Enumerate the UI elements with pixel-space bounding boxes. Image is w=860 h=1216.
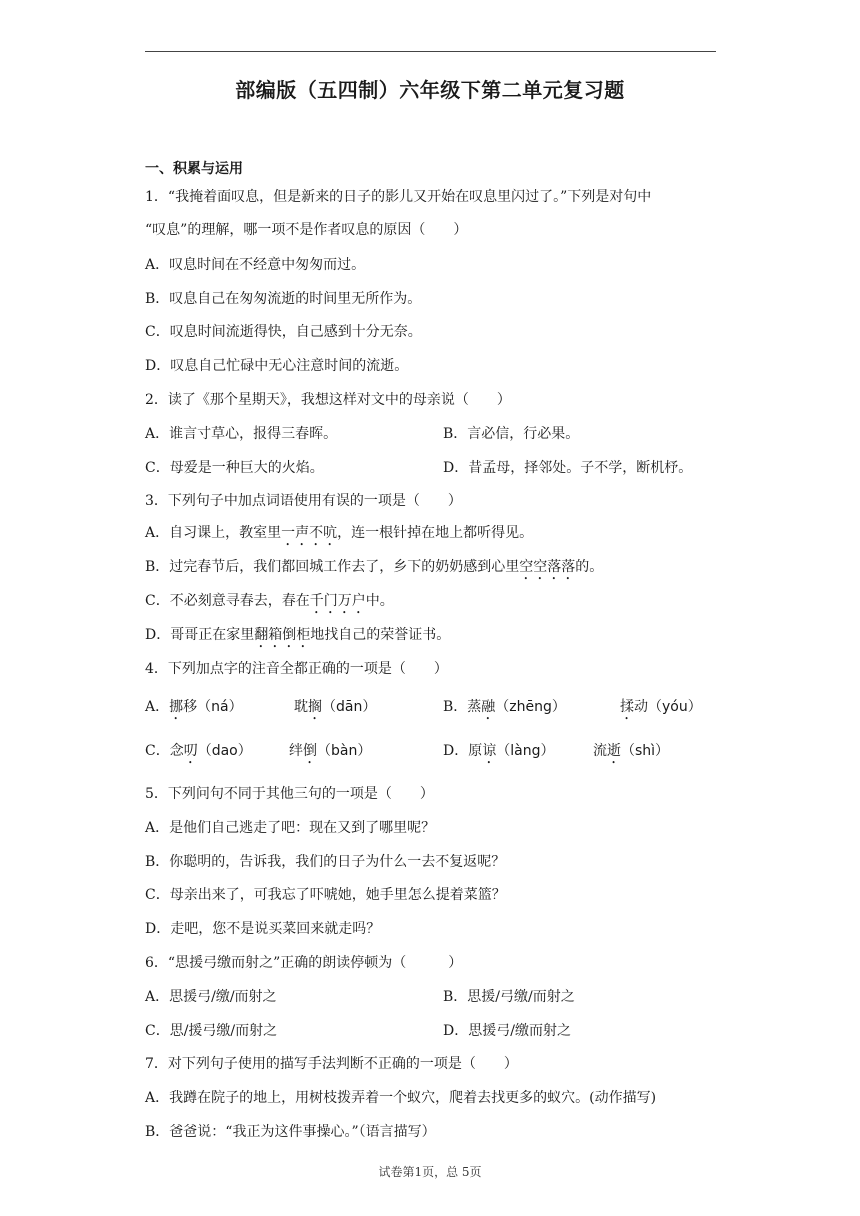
q3-option-d: D．哥哥正在家里翻箱倒柜地找自己的荣誉证书。 <box>145 627 451 643</box>
q1-stem-line1: 1．“我掩着面叹息，但是新来的日子的影儿又开始在叹息里闪过了。”下列是对句中 <box>145 189 652 205</box>
q5-stem: 5．下列问句不同于其他三句的一项是（ ） <box>145 786 434 802</box>
q4-option-a2: 耽搁（dān） <box>294 699 377 715</box>
q4-option-b2: 揉动（yóu） <box>620 699 702 715</box>
header-rule <box>145 51 716 52</box>
q3-option-a: A．自习课上，教室里一声不吭，连一根针掉在地上都听得见。 <box>145 525 534 541</box>
q5-option-c: C．母亲出来了，可我忘了吓唬她，她手里怎么提着菜篮？ <box>145 887 506 903</box>
q6-option-b: B．思援/弓缴/而射之 <box>443 989 575 1005</box>
q4-option-d1: D．原谅（làng） <box>443 743 555 759</box>
q4-option-c2: 绊倒（bàn） <box>289 743 372 759</box>
q7-option-a: A．我蹲在院子的地上，用树枝拨弄着一个蚁穴，爬着去找更多的蚁穴。(动作描写) <box>145 1090 657 1106</box>
page-footer: 试卷第1页，总 5页 <box>378 1165 482 1179</box>
q3-c-dotted-word: 千门万户 <box>309 593 366 609</box>
q3-option-b: B．过完春节后，我们都回城工作去了，乡下的奶奶感到心里空空落落的。 <box>145 559 604 575</box>
q7-option-b: B．爸爸说：“我正为这件事操心。”（语言描写） <box>145 1124 436 1140</box>
q1-option-b: B．叹息自己在匆匆流逝的时间里无所作为。 <box>145 291 422 307</box>
q1-stem-line2: “叹息”的理解，哪一项不是作者叹息的原因（ ） <box>145 222 468 238</box>
page-title: 部编版（五四制）六年级下第二单元复习题 <box>235 78 625 102</box>
q6-stem: 6．“思援弓缴而射之”正确的朗读停顿为（ ） <box>145 955 463 971</box>
q2-option-c: C．母爱是一种巨大的火焰。 <box>145 460 324 476</box>
q3-stem: 3．下列句子中加点词语使用有误的一项是（ ） <box>145 493 462 509</box>
q6-option-c: C．思/援弓缴/而射之 <box>145 1023 278 1039</box>
q5-option-a: A．是他们自己逃走了吧：现在又到了哪里呢？ <box>145 820 436 836</box>
q6-option-d: D．思援弓/缴而射之 <box>443 1023 571 1039</box>
section-heading: 一、积累与运用 <box>145 161 243 177</box>
q4-stem: 4．下列加点字的注音全都正确的一项是（ ） <box>145 661 448 677</box>
q2-option-a: A．谁言寸草心，报得三春晖。 <box>145 426 338 442</box>
q2-stem: 2．读了《那个星期天》，我想这样对文中的母亲说（ ） <box>145 392 511 408</box>
q4-option-b1: B．蒸融（zhēng） <box>443 699 566 715</box>
q4-option-a1: A．挪移（ná） <box>145 699 243 715</box>
q3-d-dotted-word: 翻箱倒柜 <box>254 627 311 643</box>
q3-option-c: C．不必刻意寻春去，春在千门万户中。 <box>145 593 394 609</box>
q2-option-b: B．言必信，行必果。 <box>443 426 580 442</box>
q1-option-a: A．叹息时间在不经意中匆匆而过。 <box>145 257 366 273</box>
q5-option-d: D．走吧，您不是说买菜回来就走吗？ <box>145 921 381 937</box>
q5-option-b: B．你聪明的，告诉我，我们的日子为什么一去不复返呢？ <box>145 854 506 870</box>
q4-option-c1: C．念叨（dao） <box>145 743 252 759</box>
q2-option-d: D．昔孟母，择邻处。子不学，断机杼。 <box>443 460 693 476</box>
q7-stem: 7．对下列句子使用的描写手法判断不正确的一项是（ ） <box>145 1056 518 1072</box>
q4-option-d2: 流逝（shì） <box>593 743 670 759</box>
q6-option-a: A．思援弓/缴/而射之 <box>145 989 277 1005</box>
q1-option-d: D．叹息自己忙碌中无心注意时间的流逝。 <box>145 358 409 374</box>
q3-b-dotted-word: 空空落落 <box>519 559 576 575</box>
q3-a-dotted-word: 一声不吭 <box>281 525 338 541</box>
q1-option-c: C．叹息时间流逝得快，自己感到十分无奈。 <box>145 324 422 340</box>
